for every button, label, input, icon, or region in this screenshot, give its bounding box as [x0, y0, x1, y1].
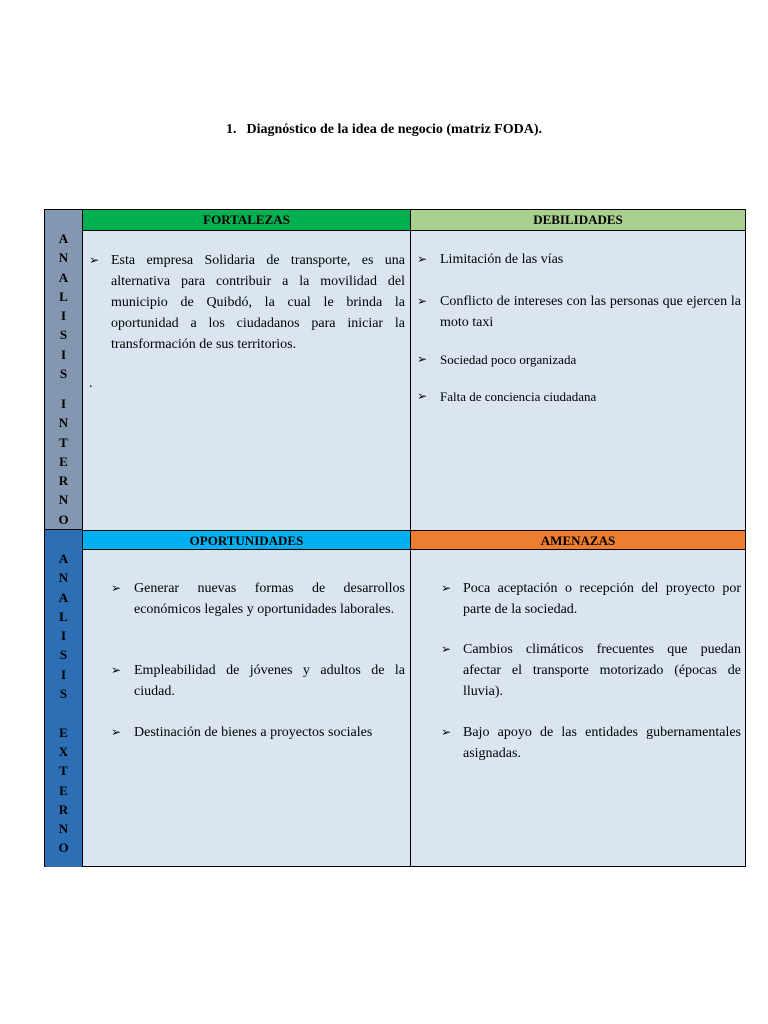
item-text: Falta de conciencia ciudadana — [440, 389, 597, 404]
side-letter: T — [59, 763, 68, 779]
header-oportunidades: OPORTUNIDADES — [83, 530, 411, 550]
side-letter: E — [59, 782, 68, 798]
list-item — [441, 639, 741, 702]
side-letter: A — [58, 589, 69, 605]
cell-oportunidades — [83, 550, 411, 867]
side-letter: N — [58, 821, 69, 837]
item-text: Generar nuevas formas de desarrollos económicos legales y oportunidades laborales. — [134, 581, 405, 617]
side-letter: A — [58, 231, 69, 246]
item-text: Sociedad poco organizada — [440, 352, 577, 367]
side-letter: I — [60, 308, 67, 324]
heading-text: Diagnóstico de la idea de negocio (matriz FODA). — [246, 122, 542, 137]
cell-debilidades — [411, 231, 745, 530]
side-letter: I — [60, 666, 67, 682]
side-letter: S — [59, 647, 68, 663]
arrow-bullet-icon: ➢ — [441, 581, 452, 595]
list-item — [417, 349, 741, 370]
list-item — [111, 722, 405, 743]
side-letter: O — [58, 511, 69, 527]
heading-number: 1. — [225, 122, 237, 137]
side-letter: I — [60, 628, 67, 644]
stray-dot: . — [89, 376, 93, 391]
arrow-bullet-icon: ➢ — [441, 642, 452, 656]
list-item — [89, 250, 405, 355]
item-text: Destinación de bienes a proyectos sociales — [134, 725, 373, 740]
side-letter: N — [58, 415, 69, 431]
side-letter: E — [59, 724, 68, 740]
arrow-bullet-icon: ➢ — [417, 252, 428, 266]
item-text: Esta empresa Solidaria de transporte, es una alternativa para contribuir a la movilidad del municipio de Quibdó, la cual le brinda la oportunidad a los ciudadanos para iniciar la transformación de sus territorios. — [111, 253, 405, 352]
list-item — [417, 291, 741, 333]
arrow-bullet-icon: ➢ — [89, 253, 100, 267]
header-debilidades: DEBILIDADES — [411, 210, 745, 231]
side-letter: T — [59, 434, 68, 450]
side-letter: R — [58, 473, 69, 489]
side-letter: L — [59, 608, 68, 624]
list-item — [417, 386, 741, 407]
foda-matrix — [44, 209, 746, 867]
document-heading — [0, 122, 768, 138]
side-letter: I — [60, 346, 67, 362]
arrow-bullet-icon: ➢ — [417, 389, 428, 403]
side-letter: L — [59, 288, 68, 304]
list-item — [417, 249, 741, 270]
side-label-analisis-interno — [45, 210, 83, 530]
item-text: Conflicto de intereses con las personas que ejercen la moto taxi — [440, 294, 741, 330]
item-text: Cambios climáticos frecuentes que puedan afectar el transporte motorizado (épocas de lluvia). — [463, 642, 741, 699]
item-text: Poca aceptación o recepción del proyecto por parte de la sociedad. — [463, 581, 741, 617]
side-letter: O — [58, 840, 69, 856]
side-letter: N — [58, 250, 69, 266]
item-text: Empleabilidad de jóvenes y adultos de la ciudad. — [134, 663, 405, 699]
arrow-bullet-icon: ➢ — [111, 581, 122, 595]
side-letter: A — [58, 269, 69, 285]
side-letter: N — [58, 570, 69, 586]
item-text: Bajo apoyo de las entidades gubernamentales asignadas. — [463, 725, 741, 761]
arrow-bullet-icon: ➢ — [111, 725, 122, 739]
arrow-bullet-icon: ➢ — [417, 352, 428, 366]
side-letter: E — [59, 453, 68, 469]
header-fortalezas: FORTALEZAS — [83, 210, 411, 231]
header-amenazas: AMENAZAS — [411, 530, 745, 550]
list-item — [111, 578, 405, 620]
side-letter: N — [58, 492, 69, 508]
list-item — [111, 660, 405, 702]
list-item — [441, 578, 741, 620]
arrow-bullet-icon: ➢ — [441, 725, 452, 739]
side-letter: S — [59, 686, 68, 702]
side-label-analisis-externo — [45, 530, 83, 867]
cell-amenazas — [411, 550, 745, 867]
side-letter: S — [59, 366, 68, 382]
item-text: Limitación de las vías — [440, 252, 564, 267]
side-letter: A — [58, 551, 69, 566]
side-letter: S — [59, 327, 68, 343]
list-item — [441, 722, 741, 764]
side-letter: X — [58, 743, 69, 759]
arrow-bullet-icon: ➢ — [417, 294, 428, 308]
side-letter: R — [58, 801, 69, 817]
arrow-bullet-icon: ➢ — [111, 663, 122, 677]
side-letter: I — [60, 395, 67, 411]
cell-fortalezas — [83, 231, 411, 530]
